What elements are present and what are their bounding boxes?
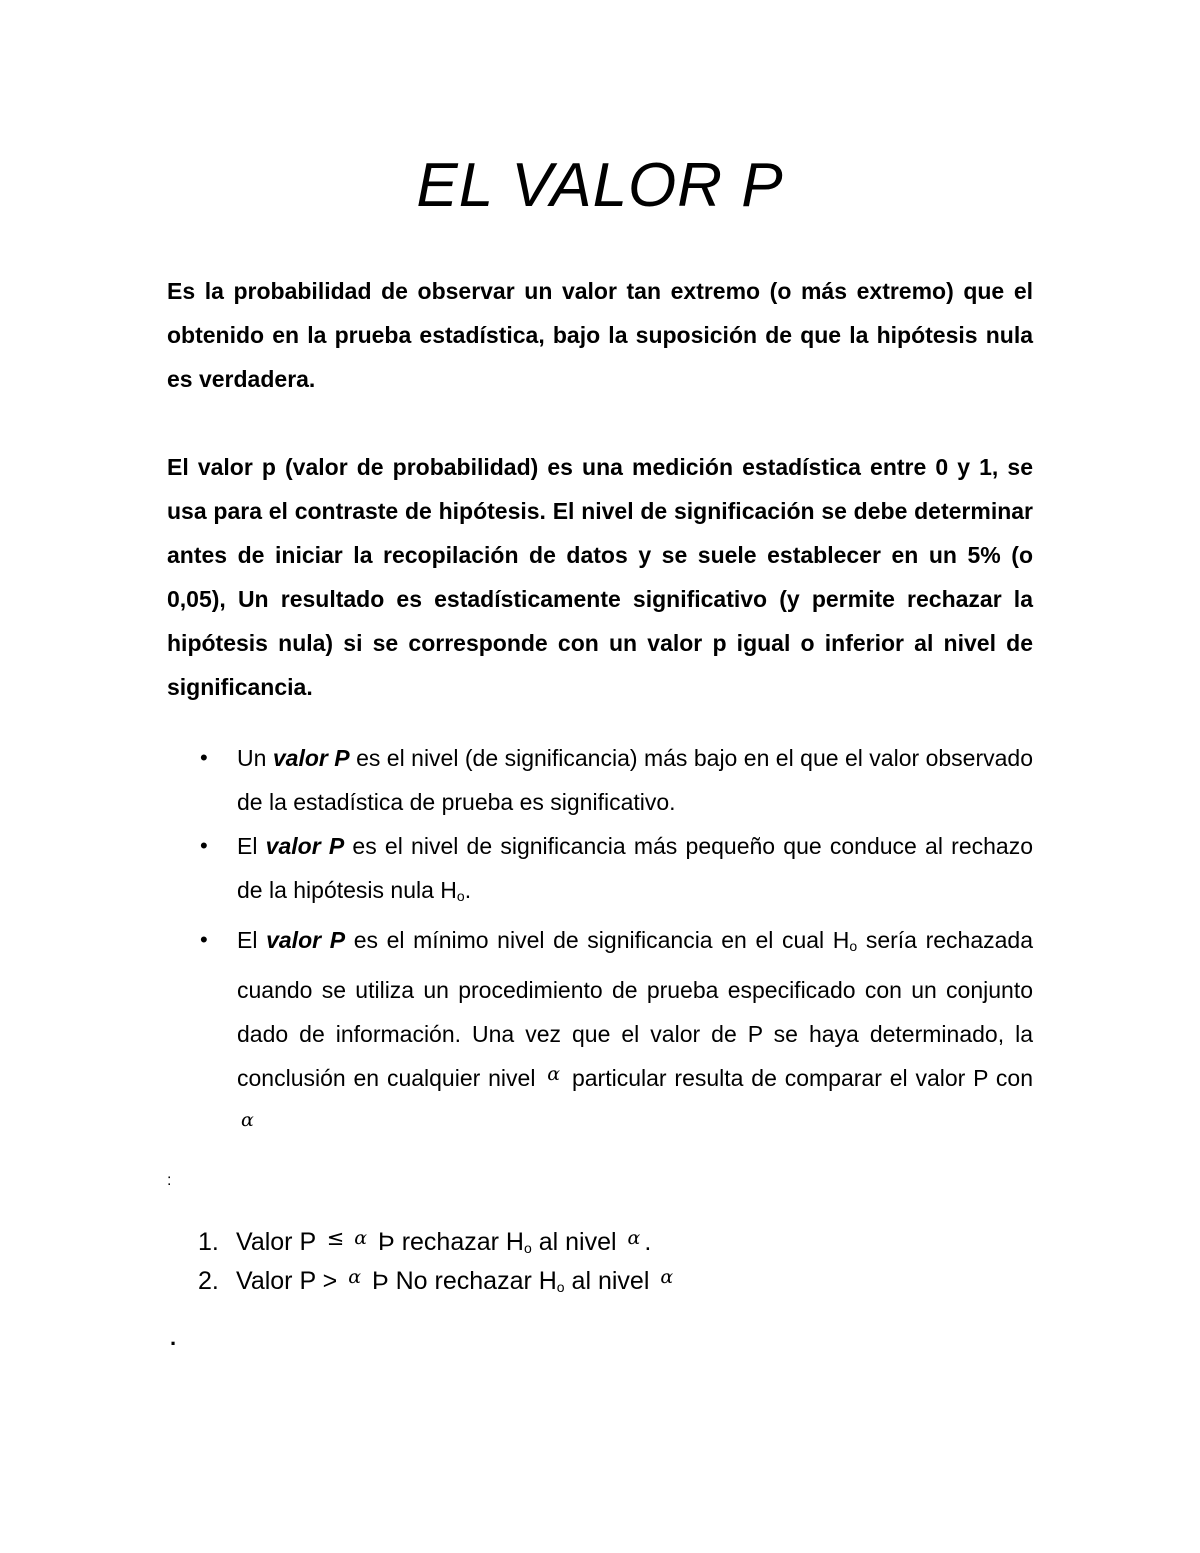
alpha-symbol: α [241, 1109, 254, 1131]
numbered-item-1 [198, 1226, 677, 1265]
bullet-marker: • [200, 927, 208, 952]
item-text: al nivel [538, 1228, 617, 1256]
bullet-text: es el nivel (de significancia) más bajo en el que el valor observado de la estadística de prueba es significativo. [237, 745, 1034, 815]
bullet-prefix: Un [237, 745, 267, 771]
bullet-prefix: El [237, 927, 258, 953]
alpha-symbol: α [660, 1266, 674, 1288]
end-mark: . [170, 1325, 177, 1350]
bullet-term: valor P [266, 927, 346, 953]
subscript: o [456, 888, 465, 904]
less-equal-symbol: ≤ [326, 1226, 345, 1250]
bullet-text: sería rechazada cuando se utiliza un procedimiento de prueba especificado con un conjunto dado de información. Una vez que el valor de P se haya determinado, la conclusión en cualquier nivel [237, 927, 1034, 1091]
bullet-item-2 [200, 824, 1033, 918]
subscript: o [523, 1240, 532, 1256]
numbered-item-2 [198, 1265, 677, 1304]
alpha-symbol: α [547, 1063, 561, 1085]
subscript: o [556, 1279, 565, 1295]
subscript: o [849, 938, 858, 954]
item-text: Valor P [236, 1228, 316, 1256]
implies-symbol: Þ [371, 1267, 389, 1295]
explanation-paragraph: El valor p (valor de probabilidad) es una medición estadística entre 0 y 1, se usa para el contraste de hipótesis. El nivel de significación se debe determinar antes de iniciar la recopilación de datos y se suele establecer en un 5% (o 0,05), Un resultado es estadísticamente significativo (y permite rechazar la hipótesis nula) si se corresponde con un valor p igual o inferior al nivel de significancia. [167, 454, 1033, 700]
item-text: rechazar H [401, 1228, 524, 1256]
bullet-text: particular resulta de comparar el valor P con [571, 1065, 1033, 1091]
alpha-symbol: α [627, 1227, 641, 1249]
colon-mark: : [167, 1172, 172, 1189]
item-end: . [644, 1228, 652, 1256]
item-text: No rechazar H [395, 1267, 557, 1295]
bullet-marker: • [200, 833, 208, 858]
item-number: 2. [198, 1267, 219, 1295]
bullet-item-1 [200, 736, 1034, 824]
page-title: EL VALOR P [416, 151, 784, 220]
bullet-term: valor P [265, 833, 345, 859]
bullet-end: . [464, 877, 472, 903]
bullet-marker: • [200, 745, 208, 770]
bullet-list [200, 736, 1034, 1148]
bullet-item-3 [200, 918, 1034, 1148]
alpha-symbol: α [348, 1266, 362, 1288]
item-text: al nivel [571, 1267, 650, 1295]
bullet-text: es el mínimo nivel de significancia en el cual H [353, 927, 850, 953]
bullet-text: es el nivel de significancia más pequeño que conduce al rechazo de la hipótesis nula H [237, 833, 1033, 903]
definition-paragraph: Es la probabilidad de observar un valor tan extremo (o más extremo) que el obtenido en la prueba estadística, bajo la suposición de que la hipótesis nula es verdadera. [167, 278, 1033, 392]
numbered-list [198, 1226, 677, 1304]
alpha-symbol: α [354, 1227, 368, 1249]
item-text: Valor P > [236, 1267, 338, 1295]
bullet-prefix: El [237, 833, 258, 859]
item-number: 1. [198, 1228, 219, 1256]
implies-symbol: Þ [378, 1228, 395, 1256]
bullet-term: valor P [272, 745, 350, 771]
